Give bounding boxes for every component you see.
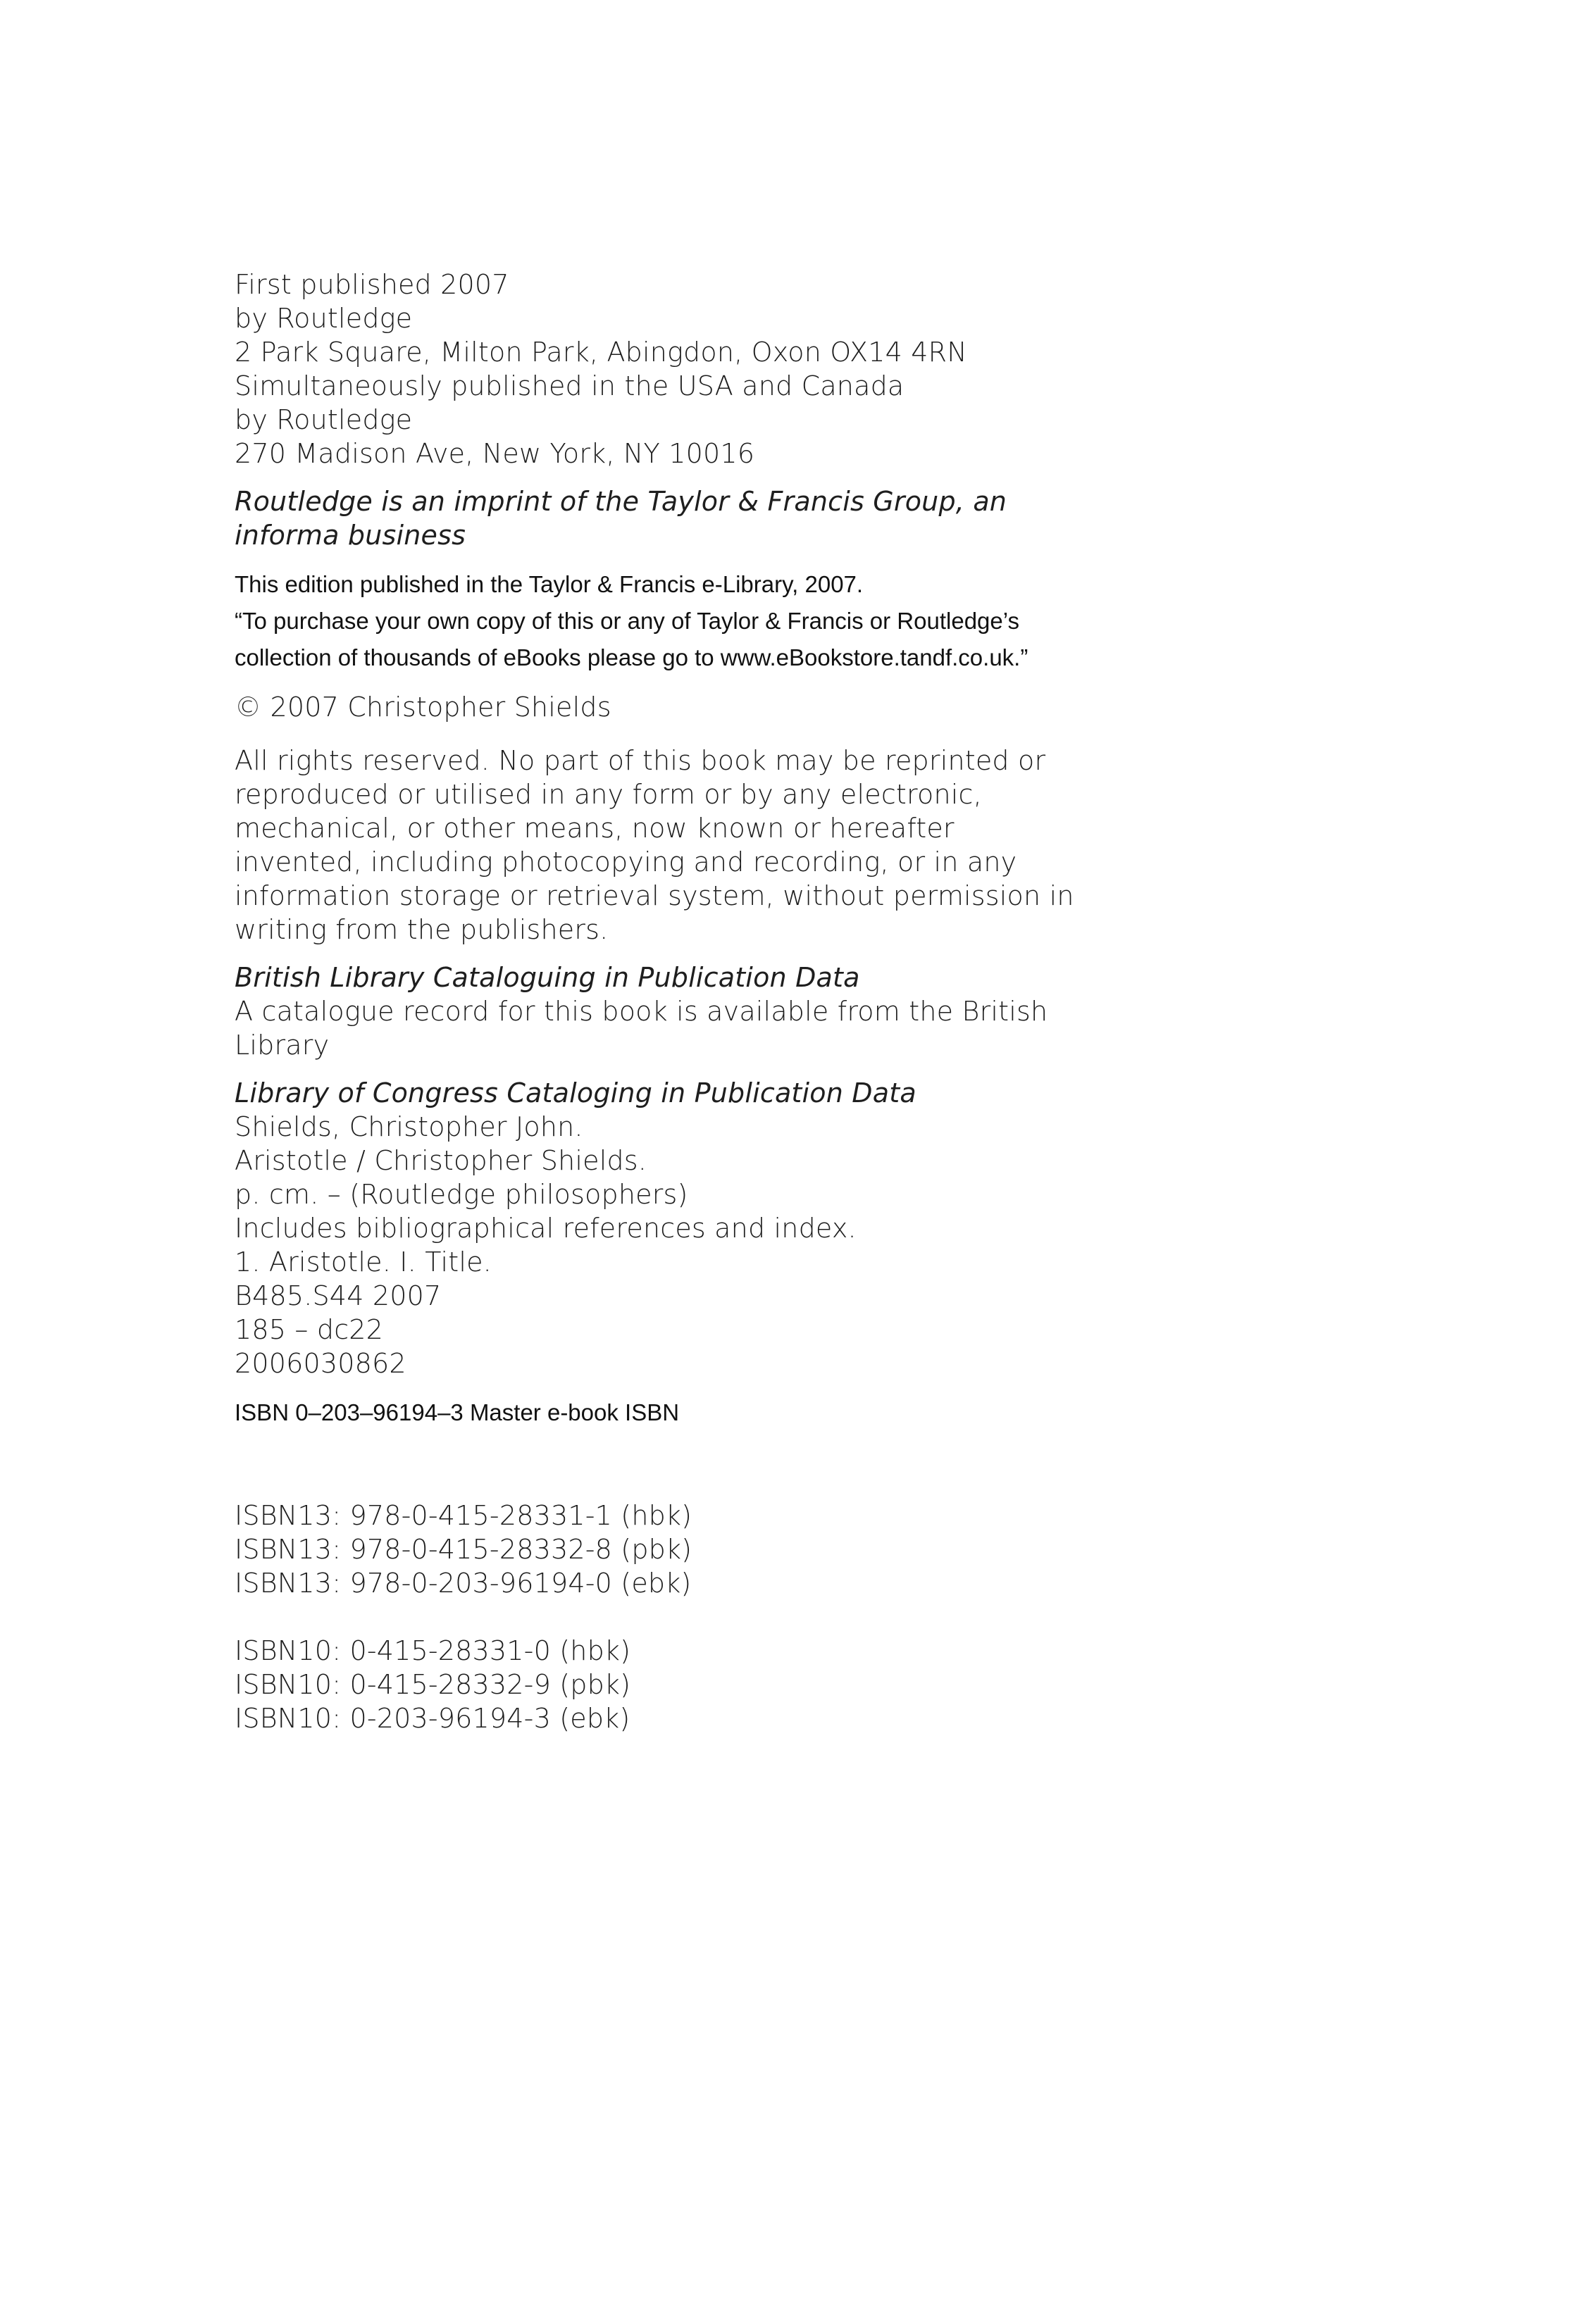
isbn13-line: ISBN13: 978-0-203-96194-0 (ebk): [235, 1568, 692, 1599]
rights-line: information storage or retrieval system, without permission in: [235, 880, 1074, 911]
publication-line: 2 Park Square, Milton Park, Abingdon, Oxon OX14 4RN: [235, 337, 967, 368]
copyright-line: © 2007 Christopher Shields: [235, 692, 611, 723]
copyright-block: [235, 690, 1207, 724]
copyright-page: [235, 268, 1207, 1735]
british-library-block: [235, 961, 1207, 1062]
rights-block: [235, 744, 1207, 947]
loc-line: p. cm. – (Routledge philosophers): [235, 1179, 688, 1210]
rights-line: writing from the publishers.: [235, 914, 609, 945]
master-isbn-block: [235, 1394, 1207, 1431]
publication-block: [235, 268, 1207, 470]
publication-line: by Routledge: [235, 404, 413, 435]
british-library-line: A catalogue record for this book is available from the British: [235, 996, 1048, 1027]
publication-line: First published 2007: [235, 269, 509, 300]
ebook-edition-line: This edition published in the Taylor & Francis e-Library, 2007.: [235, 571, 864, 597]
loc-line: Includes bibliographical references and index.: [235, 1213, 857, 1244]
imprint-block: [235, 485, 1207, 552]
publication-line: 270 Madison Ave, New York, NY 10016: [235, 438, 755, 469]
imprint-line: Routledge is an imprint of the Taylor & Francis Group, an: [235, 486, 1007, 517]
loc-line: 185 – dc22: [235, 1314, 384, 1345]
library-of-congress-heading: Library of Congress Cataloging in Publication Data: [235, 1077, 916, 1108]
isbn10-line: ISBN10: 0-415-28332-9 (pbk): [235, 1669, 631, 1700]
loc-line: 1. Aristotle. I. Title.: [235, 1247, 492, 1277]
ebook-purchase-line: collection of thousands of eBooks please go to www.eBookstore.tandf.co.uk.”: [235, 644, 1028, 670]
isbn13-line: ISBN13: 978-0-415-28332-8 (pbk): [235, 1534, 692, 1565]
rights-line: invented, including photocopying and recording, or in any: [235, 846, 1017, 877]
library-of-congress-block: [235, 1076, 1207, 1380]
british-library-heading: British Library Cataloguing in Publication Data: [235, 962, 860, 993]
isbn10-block: [235, 1634, 1207, 1735]
isbn10-line: ISBN10: 0-415-28331-0 (hbk): [235, 1635, 631, 1666]
loc-line: 2006030862: [235, 1348, 406, 1379]
loc-line: Aristotle / Christopher Shields.: [235, 1145, 647, 1176]
publication-line: Simultaneously published in the USA and Canada: [235, 370, 905, 401]
loc-line: B485.S44 2007: [235, 1280, 442, 1311]
isbn13-line: ISBN13: 978-0-415-28331-1 (hbk): [235, 1500, 692, 1531]
rights-line: All rights reserved. No part of this book may be reprinted or: [235, 745, 1046, 776]
loc-line: Shields, Christopher John.: [235, 1111, 583, 1142]
isbn13-block: [235, 1499, 1207, 1600]
publication-line: by Routledge: [235, 303, 413, 334]
imprint-line: informa business: [235, 520, 466, 551]
ebook-purchase-line: “To purchase your own copy of this or any of Taylor & Francis or Routledge’s: [235, 608, 1019, 634]
rights-line: reproduced or utilised in any form or by any electronic,: [235, 779, 982, 810]
rights-line: mechanical, or other means, now known or hereafter: [235, 813, 955, 844]
ebook-notice: [235, 566, 1207, 676]
master-isbn-line: ISBN 0–203–96194–3 Master e-book ISBN: [235, 1399, 680, 1425]
isbn10-line: ISBN10: 0-203-96194-3 (ebk): [235, 1703, 630, 1734]
british-library-line: Library: [235, 1030, 330, 1061]
